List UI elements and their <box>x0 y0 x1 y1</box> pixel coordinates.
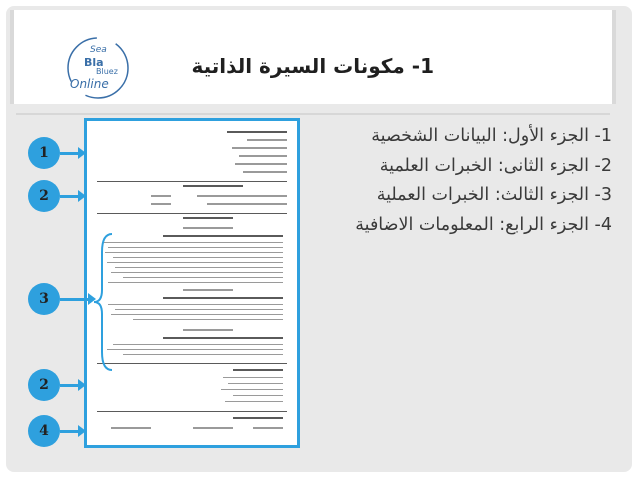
cv-line <box>207 203 287 205</box>
cv-line <box>151 203 171 205</box>
list-item: 3- الجزء الثالث: الخبرات العملية <box>376 185 612 205</box>
cv-line <box>183 289 233 291</box>
cv-line <box>228 383 283 384</box>
cv-line <box>232 147 287 149</box>
logo-icon <box>64 34 132 102</box>
cv-line <box>103 242 283 243</box>
cv-line <box>221 389 283 390</box>
cv-line <box>243 171 287 173</box>
cv-line <box>113 257 283 258</box>
cv-line <box>123 277 283 278</box>
title-band <box>10 10 616 104</box>
cv-line <box>108 247 283 248</box>
cv-document-thumbnail <box>84 118 300 448</box>
title-divider <box>16 113 610 115</box>
cv-line <box>233 417 283 419</box>
arrow-icon <box>60 152 80 155</box>
cv-line <box>193 427 233 429</box>
cv-line <box>227 131 287 133</box>
cv-line <box>253 427 283 429</box>
cv-line <box>223 377 283 378</box>
cv-line <box>111 272 283 273</box>
bracket-icon <box>94 232 114 372</box>
cv-line <box>235 163 287 165</box>
cv-line <box>123 354 283 355</box>
cv-line <box>111 314 283 315</box>
svg-text:Online: Online <box>70 77 109 91</box>
cv-line <box>115 309 283 310</box>
arrow-icon <box>60 298 90 301</box>
cv-line <box>183 329 233 331</box>
arrow-icon <box>60 384 80 387</box>
arrow-icon <box>60 195 80 198</box>
cv-rule <box>97 181 287 182</box>
cv-line <box>197 195 287 197</box>
cv-line <box>105 252 283 253</box>
cv-line <box>247 139 287 141</box>
cv-line <box>107 262 283 263</box>
cv-line <box>233 395 283 396</box>
cv-rule <box>97 213 287 214</box>
section-badge-2: 2 <box>28 180 60 212</box>
cv-line <box>163 235 283 237</box>
list-item: 2- الجزء الثانى: الخبرات العلمية <box>379 155 612 176</box>
cv-line <box>183 217 233 219</box>
cv-line <box>233 369 283 371</box>
cv-rule <box>97 411 287 412</box>
list-item: 4- الجزء الرابع: المعلومات الاضافية <box>355 214 612 235</box>
cv-rule <box>97 363 287 364</box>
svg-text:Bla: Bla <box>84 56 104 69</box>
cv-sections-list <box>312 122 612 240</box>
cv-line <box>239 155 287 157</box>
cv-line <box>115 267 283 268</box>
slide-title: 1- مكونات السيرة الذاتية <box>191 54 434 78</box>
cv-line <box>133 319 283 320</box>
cv-line <box>113 344 283 345</box>
cv-line <box>151 195 171 197</box>
cv-line <box>183 185 243 187</box>
section-badge-4: 4 <box>28 415 60 447</box>
cv-line <box>163 297 283 299</box>
cv-line <box>163 337 283 339</box>
section-badge-1: 1 <box>28 137 60 169</box>
svg-text:Bluez: Bluez <box>96 67 118 76</box>
cv-line <box>108 282 283 283</box>
cv-line <box>183 227 233 229</box>
cv-line <box>108 304 283 305</box>
section-badge-2b: 2 <box>28 369 60 401</box>
cv-line <box>111 427 151 429</box>
cv-line <box>225 401 283 402</box>
svg-text:Sea: Sea <box>90 45 107 55</box>
list-item: 1- الجزء الأول: البيانات الشخصية <box>371 126 612 146</box>
section-badge-3: 3 <box>28 283 60 315</box>
cv-line <box>107 349 283 350</box>
arrow-icon <box>60 430 80 433</box>
